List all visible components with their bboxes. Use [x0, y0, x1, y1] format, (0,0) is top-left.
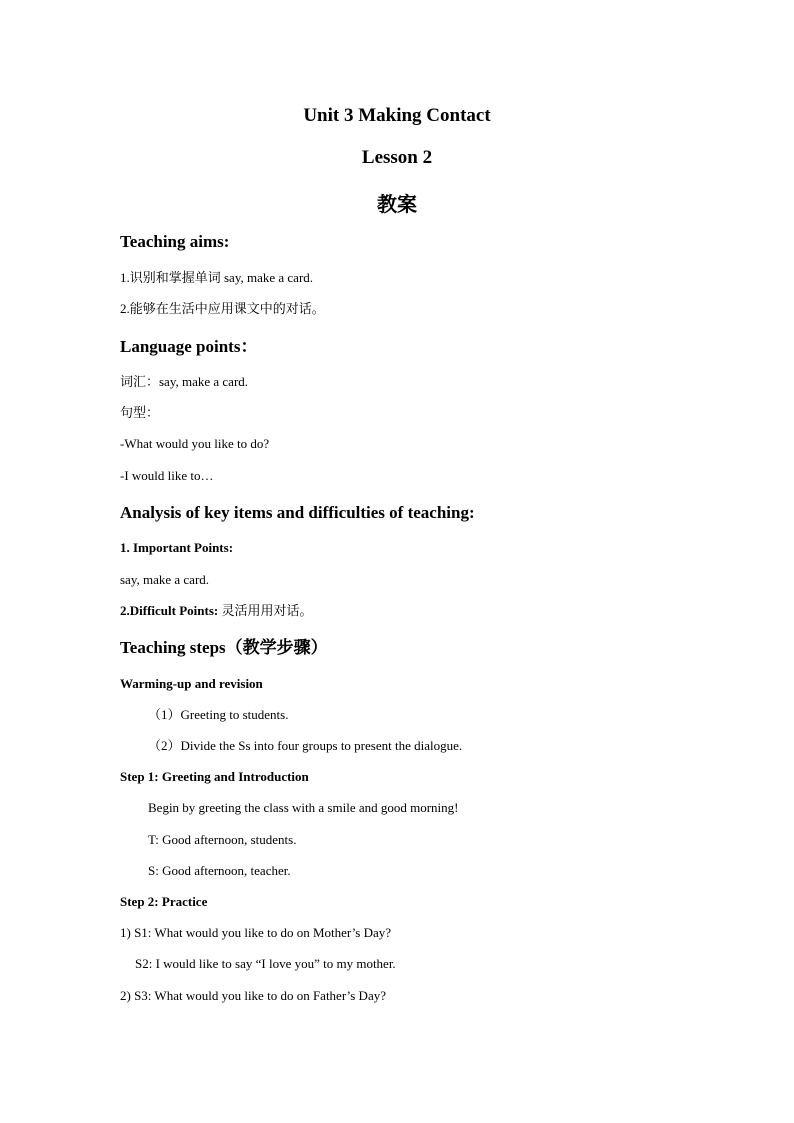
step2-line-3: 2) S3: What would you like to do on Father’s Day?: [120, 988, 386, 1003]
step2-line-2: S2: I would like to say “I love you” to my mother.: [135, 956, 396, 971]
lesson-title: Lesson 2: [361, 147, 433, 168]
language-points-heading: Language points：: [120, 337, 258, 356]
warmup-item-1: （1）Greeting to students.: [148, 707, 289, 722]
sentence-pattern-1: -What would you like to do?: [120, 436, 270, 451]
teaching-steps-heading: Teaching steps（教学步骤）: [120, 638, 328, 657]
difficult-points-line: [120, 602, 312, 620]
step1-line-3: S: Good afternoon, teacher.: [148, 863, 291, 878]
difficult-points-label: 2.Difficult Points:: [120, 603, 219, 618]
step2-heading: Step 2: Practice: [120, 894, 208, 909]
step1-line-2: T: Good afternoon, students.: [148, 832, 297, 847]
teaching-aims-heading: Teaching aims:: [120, 232, 230, 251]
important-points-text: say, make a card.: [120, 572, 210, 587]
step2-line-1: 1) S1: What would you like to do on Mother’s Day?: [120, 925, 392, 940]
step1-heading: Step 1: Greeting and Introduction: [120, 769, 309, 784]
aims-item-2: 2.能够在生活中应用课文中的对话。: [120, 301, 325, 316]
warmup-heading: Warming-up and revision: [120, 676, 263, 691]
doc-type-title: 教案: [377, 194, 417, 216]
step1-line-1: Begin by greeting the class with a smile and good morning!: [148, 800, 459, 815]
unit-title: Unit 3 Making Contact: [303, 105, 491, 126]
warmup-item-2: （2）Divide the Ss into four groups to present the dialogue.: [148, 738, 463, 753]
aims-item-1: 1.识别和掌握单词 say, make a card.: [120, 270, 314, 285]
difficult-points-text: 灵活用用对话。: [218, 603, 313, 618]
sentence-pattern-label: 句型：: [120, 405, 160, 420]
important-points-label: 1. Important Points:: [120, 540, 234, 555]
vocabulary-line: 词汇：say, make a card.: [120, 374, 249, 389]
sentence-pattern-2: -I would like to…: [120, 468, 214, 483]
analysis-heading: Analysis of key items and difficulties of teaching:: [120, 503, 475, 522]
